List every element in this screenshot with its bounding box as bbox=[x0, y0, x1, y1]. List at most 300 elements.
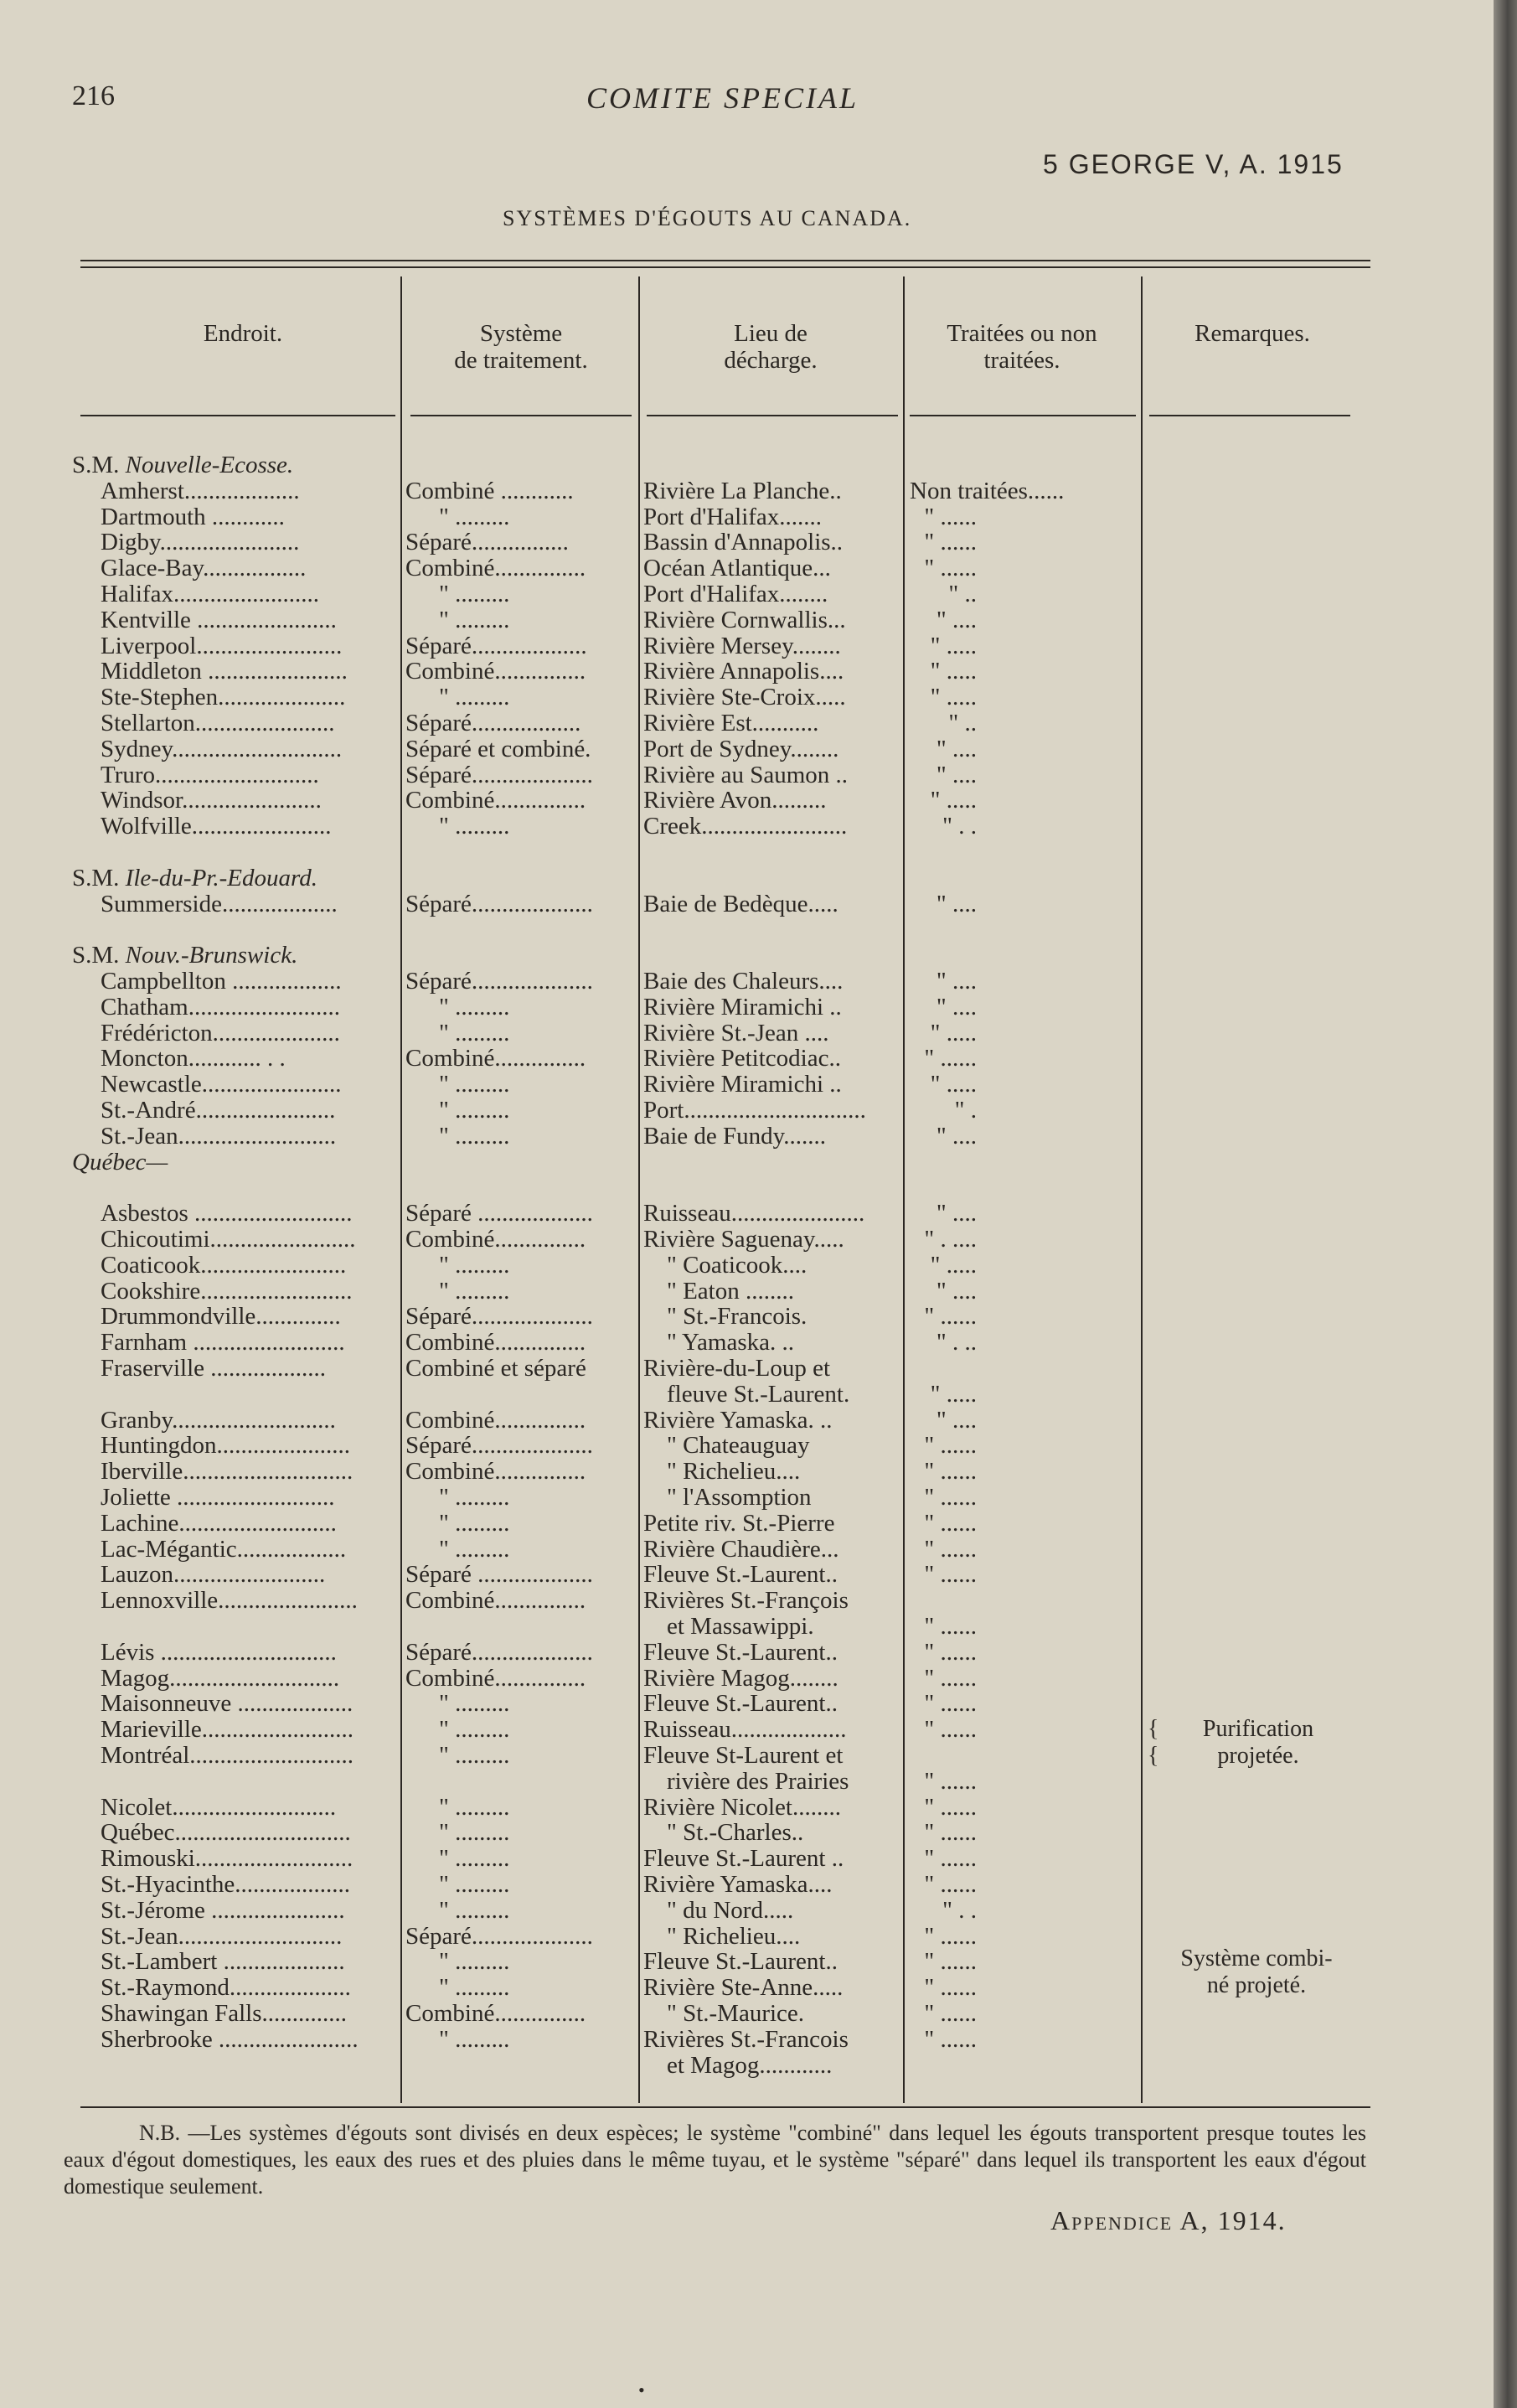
cell-systeme: " ......... bbox=[439, 581, 510, 607]
place-text: Summerside................... bbox=[101, 891, 338, 917]
cell-lieu: Rivière au Saumon .. bbox=[643, 762, 849, 788]
place-text: Fraserville ................... bbox=[101, 1356, 327, 1382]
ditto-mark: " .. bbox=[948, 711, 977, 736]
cell-lieu: Rivière Saguenay..... bbox=[643, 1227, 844, 1253]
cell-traitees bbox=[910, 1691, 1138, 1717]
cell-lieu: Rivière-du-Loup et bbox=[643, 1356, 831, 1382]
cell-endroit bbox=[101, 1279, 394, 1305]
cell-endroit bbox=[101, 1485, 394, 1511]
cell-traitees bbox=[910, 1201, 1138, 1227]
cell-endroit bbox=[101, 1201, 394, 1227]
header-underline bbox=[910, 415, 1136, 416]
cell-endroit bbox=[101, 530, 394, 555]
cell-systeme: Combiné et séparé bbox=[405, 1356, 586, 1382]
cell-lieu: " Yamaska. .. bbox=[667, 1330, 795, 1356]
session-label: 5 GEORGE V, A. 1915 bbox=[1043, 149, 1344, 179]
place-text: Liverpool........................ bbox=[101, 633, 343, 659]
cell-endroit bbox=[101, 1408, 394, 1434]
cell-systeme: " ......... bbox=[439, 1485, 510, 1511]
cell-traitees bbox=[910, 1433, 1138, 1459]
cell-lieu: Rivière Est........... bbox=[643, 711, 819, 736]
ditto-mark: " ...... bbox=[924, 1459, 977, 1486]
place-text: St.-Jérome ...................... bbox=[101, 1897, 345, 1924]
place-text: St.-Raymond.................... bbox=[101, 1975, 351, 2002]
cell-traitees bbox=[910, 1898, 1138, 1924]
cell-lieu: Creek........................ bbox=[643, 814, 848, 840]
cell-lieu: Fleuve St.-Laurent.. bbox=[643, 1691, 838, 1718]
cell-systeme: Combiné............... bbox=[405, 1330, 586, 1356]
cell-lieu: Bassin d'Annapolis.. bbox=[643, 530, 844, 556]
place-text: Sydney............................ bbox=[101, 736, 343, 762]
ditto-mark: " .. bbox=[948, 581, 977, 607]
cell-endroit bbox=[101, 607, 394, 633]
ditto-mark: " ...... bbox=[924, 1433, 977, 1460]
cell-systeme: Séparé ................... bbox=[405, 1201, 593, 1227]
cell-lieu: " l'Assomption bbox=[667, 1485, 812, 1511]
ditto-mark: " ...... bbox=[924, 504, 977, 530]
cell-systeme: " ......... bbox=[439, 2026, 510, 2053]
place-text: Marieville......................... bbox=[101, 1717, 354, 1744]
cell-systeme: " ......... bbox=[439, 1278, 510, 1305]
cell-traitees bbox=[910, 1924, 1138, 1950]
cell-traitees bbox=[910, 581, 1138, 607]
cell-traitees bbox=[910, 659, 1138, 685]
cell-endroit bbox=[101, 1304, 394, 1330]
cell-lieu: " Richelieu.... bbox=[667, 1459, 801, 1486]
ditto-mark: " ...... bbox=[924, 1562, 977, 1589]
cell-endroit bbox=[101, 1924, 394, 1950]
place-text: Amherst................... bbox=[101, 478, 300, 504]
cell-traitees bbox=[910, 530, 1138, 555]
cell-systeme: Combiné............... bbox=[405, 788, 586, 814]
place-text: Chicoutimi........................ bbox=[101, 1227, 356, 1253]
ditto-mark: " ...... bbox=[924, 1304, 977, 1331]
cell-endroit bbox=[101, 1511, 394, 1537]
cell-endroit bbox=[72, 943, 365, 969]
cell-systeme: Séparé ................... bbox=[405, 1562, 593, 1589]
place-text: St.-Lambert .................... bbox=[101, 1949, 345, 1976]
remark-systeme-combine: Système combi- né projeté. bbox=[1180, 1946, 1333, 1998]
cell-endroit bbox=[101, 1743, 394, 1769]
place-text: St.-André....................... bbox=[101, 1098, 336, 1124]
cell-traitees bbox=[910, 685, 1138, 711]
cell-systeme: " ......... bbox=[439, 1252, 510, 1279]
cell-lieu: Fleuve St.-Laurent.. bbox=[643, 1949, 838, 1976]
ditto-mark: " ...... bbox=[924, 1975, 977, 2002]
cell-systeme: Séparé.................... bbox=[405, 1923, 593, 1950]
ditto-mark: " ...... bbox=[924, 1872, 977, 1898]
cell-lieu: Port.............................. bbox=[643, 1098, 866, 1124]
cell-systeme: " ......... bbox=[439, 1872, 510, 1898]
cell-lieu: Fleuve St-Laurent et bbox=[643, 1743, 844, 1769]
cell-endroit bbox=[101, 1562, 394, 1588]
cell-systeme: " ......... bbox=[439, 994, 510, 1021]
place-text: Glace-Bay................. bbox=[101, 555, 307, 582]
place-text: Magog............................ bbox=[101, 1665, 340, 1692]
place-text: St.-Jean.......................... bbox=[101, 1123, 337, 1150]
ditto-mark: " . .. bbox=[936, 1330, 977, 1356]
cell-lieu: Rivière Miramichi .. bbox=[643, 1072, 842, 1098]
place-text: Digby....................... bbox=[101, 530, 300, 556]
place-text: Newcastle....................... bbox=[101, 1072, 342, 1098]
cell-endroit bbox=[101, 1666, 394, 1692]
cell-systeme: " ......... bbox=[439, 1717, 510, 1744]
place-text: Shawingan Falls.............. bbox=[101, 2001, 348, 2027]
bottom-mark: • bbox=[638, 2380, 645, 2400]
cell-traitees bbox=[910, 814, 1138, 840]
ditto-mark: " ...... bbox=[924, 1717, 977, 1744]
cell-lieu: Rivière Petitcodiac.. bbox=[643, 1046, 841, 1072]
header-endroit: Endroit. bbox=[203, 320, 283, 347]
cell-traitees bbox=[910, 607, 1138, 633]
place-text: Lennoxville....................... bbox=[101, 1588, 358, 1615]
place-text: Lauzon......................... bbox=[101, 1562, 326, 1589]
cell-lieu: Fleuve St.-Laurent.. bbox=[643, 1562, 838, 1589]
cell-systeme: Séparé.................... bbox=[405, 969, 593, 995]
cell-lieu: Rivière Ste-Croix..... bbox=[643, 685, 846, 711]
cell-endroit bbox=[101, 1021, 394, 1046]
place-text: Montréal........................... bbox=[101, 1743, 354, 1769]
place-text: Drummondville.............. bbox=[101, 1304, 341, 1331]
place-text: S.M. bbox=[72, 943, 126, 969]
cell-traitees bbox=[910, 1949, 1138, 1975]
cell-systeme: " ......... bbox=[439, 1794, 510, 1821]
cell-traitees bbox=[910, 633, 1138, 659]
cell-endroit bbox=[101, 1691, 394, 1717]
cell-traitees bbox=[910, 736, 1138, 762]
cell-lieu: rivière des Prairies bbox=[667, 1768, 849, 1795]
cell-endroit bbox=[72, 452, 365, 478]
cell-traitees bbox=[910, 1253, 1138, 1279]
running-head: COMITE SPECIAL bbox=[586, 81, 859, 115]
cell-lieu: Baie de Fundy....... bbox=[643, 1123, 827, 1150]
cell-lieu: Baie des Chaleurs.... bbox=[643, 969, 844, 995]
cell-systeme: Séparé.................... bbox=[405, 891, 593, 917]
cell-endroit bbox=[101, 736, 394, 762]
cell-lieu: Rivière Ste-Anne..... bbox=[643, 1975, 844, 2002]
cell-traitees bbox=[910, 1872, 1138, 1898]
cell-lieu: " Richelieu.... bbox=[667, 1923, 801, 1950]
header-remarques: Remarques. bbox=[1195, 320, 1310, 347]
cell-systeme: " ......... bbox=[439, 1020, 510, 1046]
place-text: Wolfville....................... bbox=[101, 814, 332, 840]
cell-lieu: " Eaton ........ bbox=[667, 1278, 794, 1305]
place-text: Halifax........................ bbox=[101, 581, 319, 607]
cell-traitees bbox=[910, 995, 1138, 1021]
place-text: Coaticook........................ bbox=[101, 1252, 347, 1279]
cell-endroit bbox=[101, 1253, 394, 1279]
cell-lieu: " St.-Francois. bbox=[667, 1304, 808, 1331]
cell-traitees bbox=[910, 762, 1138, 788]
ditto-mark: " ...... bbox=[924, 1794, 977, 1821]
bottom-rule bbox=[80, 2106, 1370, 2108]
cell-lieu: Rivière Annapolis.... bbox=[643, 659, 844, 685]
cell-systeme: " ......... bbox=[439, 1820, 510, 1847]
ditto-mark: " .... bbox=[936, 969, 977, 995]
cell-endroit bbox=[101, 581, 394, 607]
cell-endroit bbox=[101, 1588, 394, 1614]
cell-lieu: " St.-Maurice. bbox=[667, 2001, 805, 2027]
cell-lieu: et Magog............ bbox=[667, 2052, 833, 2079]
header-underline bbox=[80, 415, 395, 416]
cell-endroit bbox=[101, 1898, 394, 1924]
place-text: Nicolet........................... bbox=[101, 1794, 337, 1821]
cell-lieu: Rivière Yamaska. .. bbox=[643, 1407, 833, 1434]
cell-systeme: " ......... bbox=[439, 1897, 510, 1924]
cell-traitees: Non traitées...... bbox=[910, 478, 1065, 504]
cell-systeme: " ......... bbox=[439, 1123, 510, 1150]
province-label: Nouvelle-Ecosse. bbox=[125, 452, 294, 478]
place-text: Rimouski.......................... bbox=[101, 1846, 353, 1873]
cell-traitees bbox=[910, 1975, 1138, 2001]
cell-lieu: " Coaticook.... bbox=[667, 1252, 808, 1279]
cell-traitees bbox=[910, 1820, 1138, 1846]
cell-endroit bbox=[101, 1459, 394, 1485]
ditto-mark: " .... bbox=[936, 994, 977, 1021]
cell-traitees bbox=[910, 1072, 1138, 1098]
cell-endroit bbox=[101, 1975, 394, 2001]
cell-systeme: " ......... bbox=[439, 1536, 510, 1563]
place-text: Asbestos .......................... bbox=[101, 1201, 353, 1227]
cell-systeme: Séparé et combiné. bbox=[405, 736, 591, 762]
cell-endroit bbox=[101, 1846, 394, 1872]
cell-traitees bbox=[910, 1562, 1138, 1588]
ditto-mark: " ..... bbox=[930, 788, 977, 814]
place-text: Lac-Mégantic.................. bbox=[101, 1536, 347, 1563]
cell-lieu: Baie de Bedèque..... bbox=[643, 891, 838, 917]
ditto-mark: " ..... bbox=[930, 1072, 977, 1098]
cell-systeme: Combiné............... bbox=[405, 1046, 586, 1072]
ditto-mark: " .... bbox=[936, 1407, 977, 1434]
header-underline bbox=[647, 415, 898, 416]
place-text: Ste-Stephen..................... bbox=[101, 685, 346, 711]
place-text: Campbellton .................. bbox=[101, 969, 342, 995]
ditto-mark: " ...... bbox=[924, 1846, 977, 1873]
cell-systeme: Séparé.................. bbox=[405, 711, 581, 736]
ditto-mark: " ..... bbox=[930, 633, 977, 659]
cell-systeme: Combiné ............ bbox=[405, 478, 574, 504]
cell-traitees bbox=[910, 2027, 1138, 2053]
ditto-mark: " ...... bbox=[924, 1510, 977, 1537]
ditto-mark: " .... bbox=[936, 736, 977, 762]
ditto-mark: " . .... bbox=[924, 1227, 977, 1253]
column-divider bbox=[1141, 276, 1143, 2103]
ditto-mark: " ...... bbox=[924, 1691, 977, 1718]
cell-lieu: " du Nord..... bbox=[667, 1897, 794, 1924]
cell-endroit bbox=[101, 1330, 394, 1356]
ditto-mark: " ...... bbox=[924, 1046, 977, 1072]
place-text: S.M. bbox=[72, 865, 126, 891]
appendix-label: Appendice A, 1914. bbox=[1050, 2205, 1287, 2235]
cell-systeme: " ......... bbox=[439, 685, 510, 711]
cell-endroit bbox=[72, 866, 365, 891]
cell-lieu: Rivière Mersey........ bbox=[643, 633, 841, 659]
place-text: Farnham ......................... bbox=[101, 1330, 345, 1356]
cell-lieu: Petite riv. St.-Pierre bbox=[643, 1510, 835, 1537]
cell-systeme: Séparé................... bbox=[405, 633, 587, 659]
cell-endroit bbox=[101, 969, 394, 995]
ditto-mark: " .... bbox=[936, 1278, 977, 1305]
ditto-mark: " . bbox=[954, 1098, 977, 1124]
cell-systeme: " ......... bbox=[439, 1846, 510, 1873]
cell-systeme: " ......... bbox=[439, 607, 510, 633]
cell-systeme: " ......... bbox=[439, 814, 510, 840]
ditto-mark: " ...... bbox=[924, 530, 977, 556]
page-number: 216 bbox=[72, 80, 115, 111]
place-text: S.M. bbox=[72, 452, 126, 478]
ditto-mark: " .... bbox=[936, 1201, 977, 1227]
cell-traitees bbox=[910, 1304, 1138, 1330]
place-text: Maisonneuve ................... bbox=[101, 1691, 353, 1718]
ditto-mark: " ..... bbox=[930, 659, 977, 685]
cell-systeme: " ......... bbox=[439, 504, 510, 530]
top-rule-double bbox=[80, 266, 1370, 268]
cell-lieu: Rivières St.-François bbox=[643, 1588, 849, 1615]
place-text: Stellarton....................... bbox=[101, 711, 335, 736]
ditto-mark: " ..... bbox=[930, 1381, 977, 1408]
place-text: Dartmouth ............ bbox=[101, 504, 285, 530]
cell-traitees bbox=[910, 1666, 1138, 1692]
cell-endroit bbox=[101, 659, 394, 685]
ditto-mark: " ...... bbox=[924, 1923, 977, 1950]
cell-traitees bbox=[910, 788, 1138, 814]
place-text: St.-Hyacinthe................... bbox=[101, 1872, 351, 1898]
header-underline bbox=[410, 415, 632, 416]
ditto-mark: " ..... bbox=[930, 685, 977, 711]
place-text: Frédéricton..................... bbox=[101, 1020, 340, 1046]
cell-traitees bbox=[910, 1846, 1138, 1872]
cell-endroit bbox=[101, 1872, 394, 1898]
cell-lieu: Ruisseau...................... bbox=[643, 1201, 865, 1227]
cell-traitees bbox=[910, 1408, 1138, 1434]
cell-lieu: fleuve St.-Laurent. bbox=[667, 1381, 850, 1408]
cell-traitees bbox=[910, 504, 1138, 530]
cell-systeme: Combiné............... bbox=[405, 1665, 586, 1692]
cell-lieu: Rivière Chaudière... bbox=[643, 1536, 839, 1563]
cell-lieu: Port d'Halifax........ bbox=[643, 581, 828, 607]
cell-systeme: Combiné............... bbox=[405, 659, 586, 685]
cell-systeme: Combiné............... bbox=[405, 1459, 586, 1486]
cell-lieu: Rivière La Planche.. bbox=[643, 478, 842, 504]
cell-endroit bbox=[101, 685, 394, 711]
cell-endroit bbox=[101, 711, 394, 736]
ditto-mark: " ...... bbox=[924, 1820, 977, 1847]
cell-systeme: " ......... bbox=[439, 1949, 510, 1976]
ditto-mark: " ..... bbox=[930, 1252, 977, 1279]
place-text: Cookshire......................... bbox=[101, 1278, 353, 1305]
ditto-mark: " ...... bbox=[924, 2001, 977, 2027]
remark-purification: Purification projetée. bbox=[1202, 1716, 1314, 1769]
cell-systeme: Séparé.................... bbox=[405, 1304, 593, 1331]
cell-traitees bbox=[910, 1124, 1138, 1150]
cell-systeme: Combiné............... bbox=[405, 1227, 586, 1253]
cell-endroit bbox=[101, 1098, 394, 1124]
ditto-mark: " . . bbox=[942, 1897, 977, 1924]
ditto-mark: " ...... bbox=[924, 1768, 977, 1795]
cell-systeme: Séparé.................... bbox=[405, 762, 593, 788]
cell-endroit bbox=[101, 1795, 394, 1821]
ditto-mark: " . . bbox=[942, 814, 977, 840]
province-label: Québec— bbox=[72, 1149, 168, 1176]
cell-lieu: " St.-Charles.. bbox=[667, 1820, 804, 1847]
cell-systeme: Combiné............... bbox=[405, 1588, 586, 1615]
cell-lieu: Rivière Yamaska.... bbox=[643, 1872, 833, 1898]
ditto-mark: " ...... bbox=[924, 1536, 977, 1563]
cell-systeme: " ......... bbox=[439, 1072, 510, 1098]
cell-traitees bbox=[910, 1485, 1138, 1511]
table-title: SYSTÈMES D'ÉGOUTS AU CANADA. bbox=[503, 206, 912, 230]
cell-systeme: Combiné............... bbox=[405, 2001, 586, 2027]
place-text: Huntingdon...................... bbox=[101, 1433, 351, 1460]
cell-traitees bbox=[910, 1021, 1138, 1046]
cell-systeme: " ......... bbox=[439, 1975, 510, 2002]
ditto-mark: " ...... bbox=[924, 1665, 977, 1692]
cell-endroit bbox=[101, 2001, 394, 2027]
cell-endroit bbox=[101, 633, 394, 659]
cell-endroit bbox=[101, 1227, 394, 1253]
cell-lieu: " Chateauguay bbox=[667, 1433, 810, 1460]
header-underline bbox=[1149, 415, 1350, 416]
place-text: Québec............................. bbox=[101, 1820, 351, 1847]
ditto-mark: " .... bbox=[936, 762, 977, 788]
cell-endroit bbox=[101, 1640, 394, 1666]
cell-endroit bbox=[101, 1046, 394, 1072]
place-text: Moncton............ . . bbox=[101, 1046, 286, 1072]
cell-traitees bbox=[910, 1098, 1138, 1124]
ditto-mark: " ...... bbox=[924, 1614, 977, 1640]
cell-endroit bbox=[101, 995, 394, 1021]
cell-endroit bbox=[101, 504, 394, 530]
cell-endroit bbox=[101, 1717, 394, 1743]
ditto-mark: " ...... bbox=[924, 555, 977, 582]
place-text: Sherbrooke ....................... bbox=[101, 2026, 359, 2053]
cell-traitees bbox=[910, 555, 1138, 581]
cell-endroit bbox=[101, 2027, 394, 2053]
cell-lieu: Océan Atlantique... bbox=[643, 555, 831, 582]
nb-note: N.B. —Les systèmes d'égouts sont divisés en deux espèces; le système "combiné" dans lequel les égouts transportent presque toutes les eaux d'égout domestiques, les eaux des rues et des pluies dans le même tuyau, et le système "séparé" dans lequel ils transportent les eaux d'égout domestique seulement. bbox=[64, 2121, 1366, 2199]
ditto-mark: " ...... bbox=[924, 1639, 977, 1666]
cell-lieu: Fleuve St.-Laurent.. bbox=[643, 1639, 838, 1666]
place-text: Granby........................... bbox=[101, 1407, 336, 1434]
place-text: Iberville............................ bbox=[101, 1459, 353, 1486]
cell-endroit bbox=[101, 1433, 394, 1459]
cell-traitees bbox=[910, 1227, 1138, 1253]
cell-endroit bbox=[101, 478, 394, 504]
cell-endroit bbox=[101, 1537, 394, 1563]
cell-systeme: Séparé.................... bbox=[405, 1433, 593, 1460]
province-label: Ile-du-Pr.-Edouard. bbox=[125, 865, 317, 891]
place-text: Lachine.......................... bbox=[101, 1510, 337, 1537]
cell-traitees bbox=[910, 891, 1138, 917]
cell-lieu: Port de Sydney........ bbox=[643, 736, 839, 762]
cell-lieu: Rivière Nicolet........ bbox=[643, 1794, 841, 1821]
cell-endroit bbox=[101, 788, 394, 814]
cell-traitees bbox=[910, 711, 1138, 736]
cell-systeme: " ......... bbox=[439, 1743, 510, 1769]
cell-endroit bbox=[101, 1356, 394, 1382]
cell-systeme: Combiné............... bbox=[405, 555, 586, 582]
cell-lieu: Rivière St.-Jean .... bbox=[643, 1020, 829, 1046]
place-text: Joliette .......................... bbox=[101, 1485, 335, 1511]
cell-systeme: " ......... bbox=[439, 1510, 510, 1537]
cell-traitees bbox=[910, 1640, 1138, 1666]
cell-traitees bbox=[910, 1795, 1138, 1821]
cell-traitees bbox=[910, 1717, 1138, 1743]
cell-endroit bbox=[101, 1124, 394, 1150]
cell-lieu: et Massawippi. bbox=[667, 1614, 814, 1640]
cell-endroit bbox=[101, 1072, 394, 1098]
header-lieu: Lieu de décharge. bbox=[724, 320, 818, 374]
